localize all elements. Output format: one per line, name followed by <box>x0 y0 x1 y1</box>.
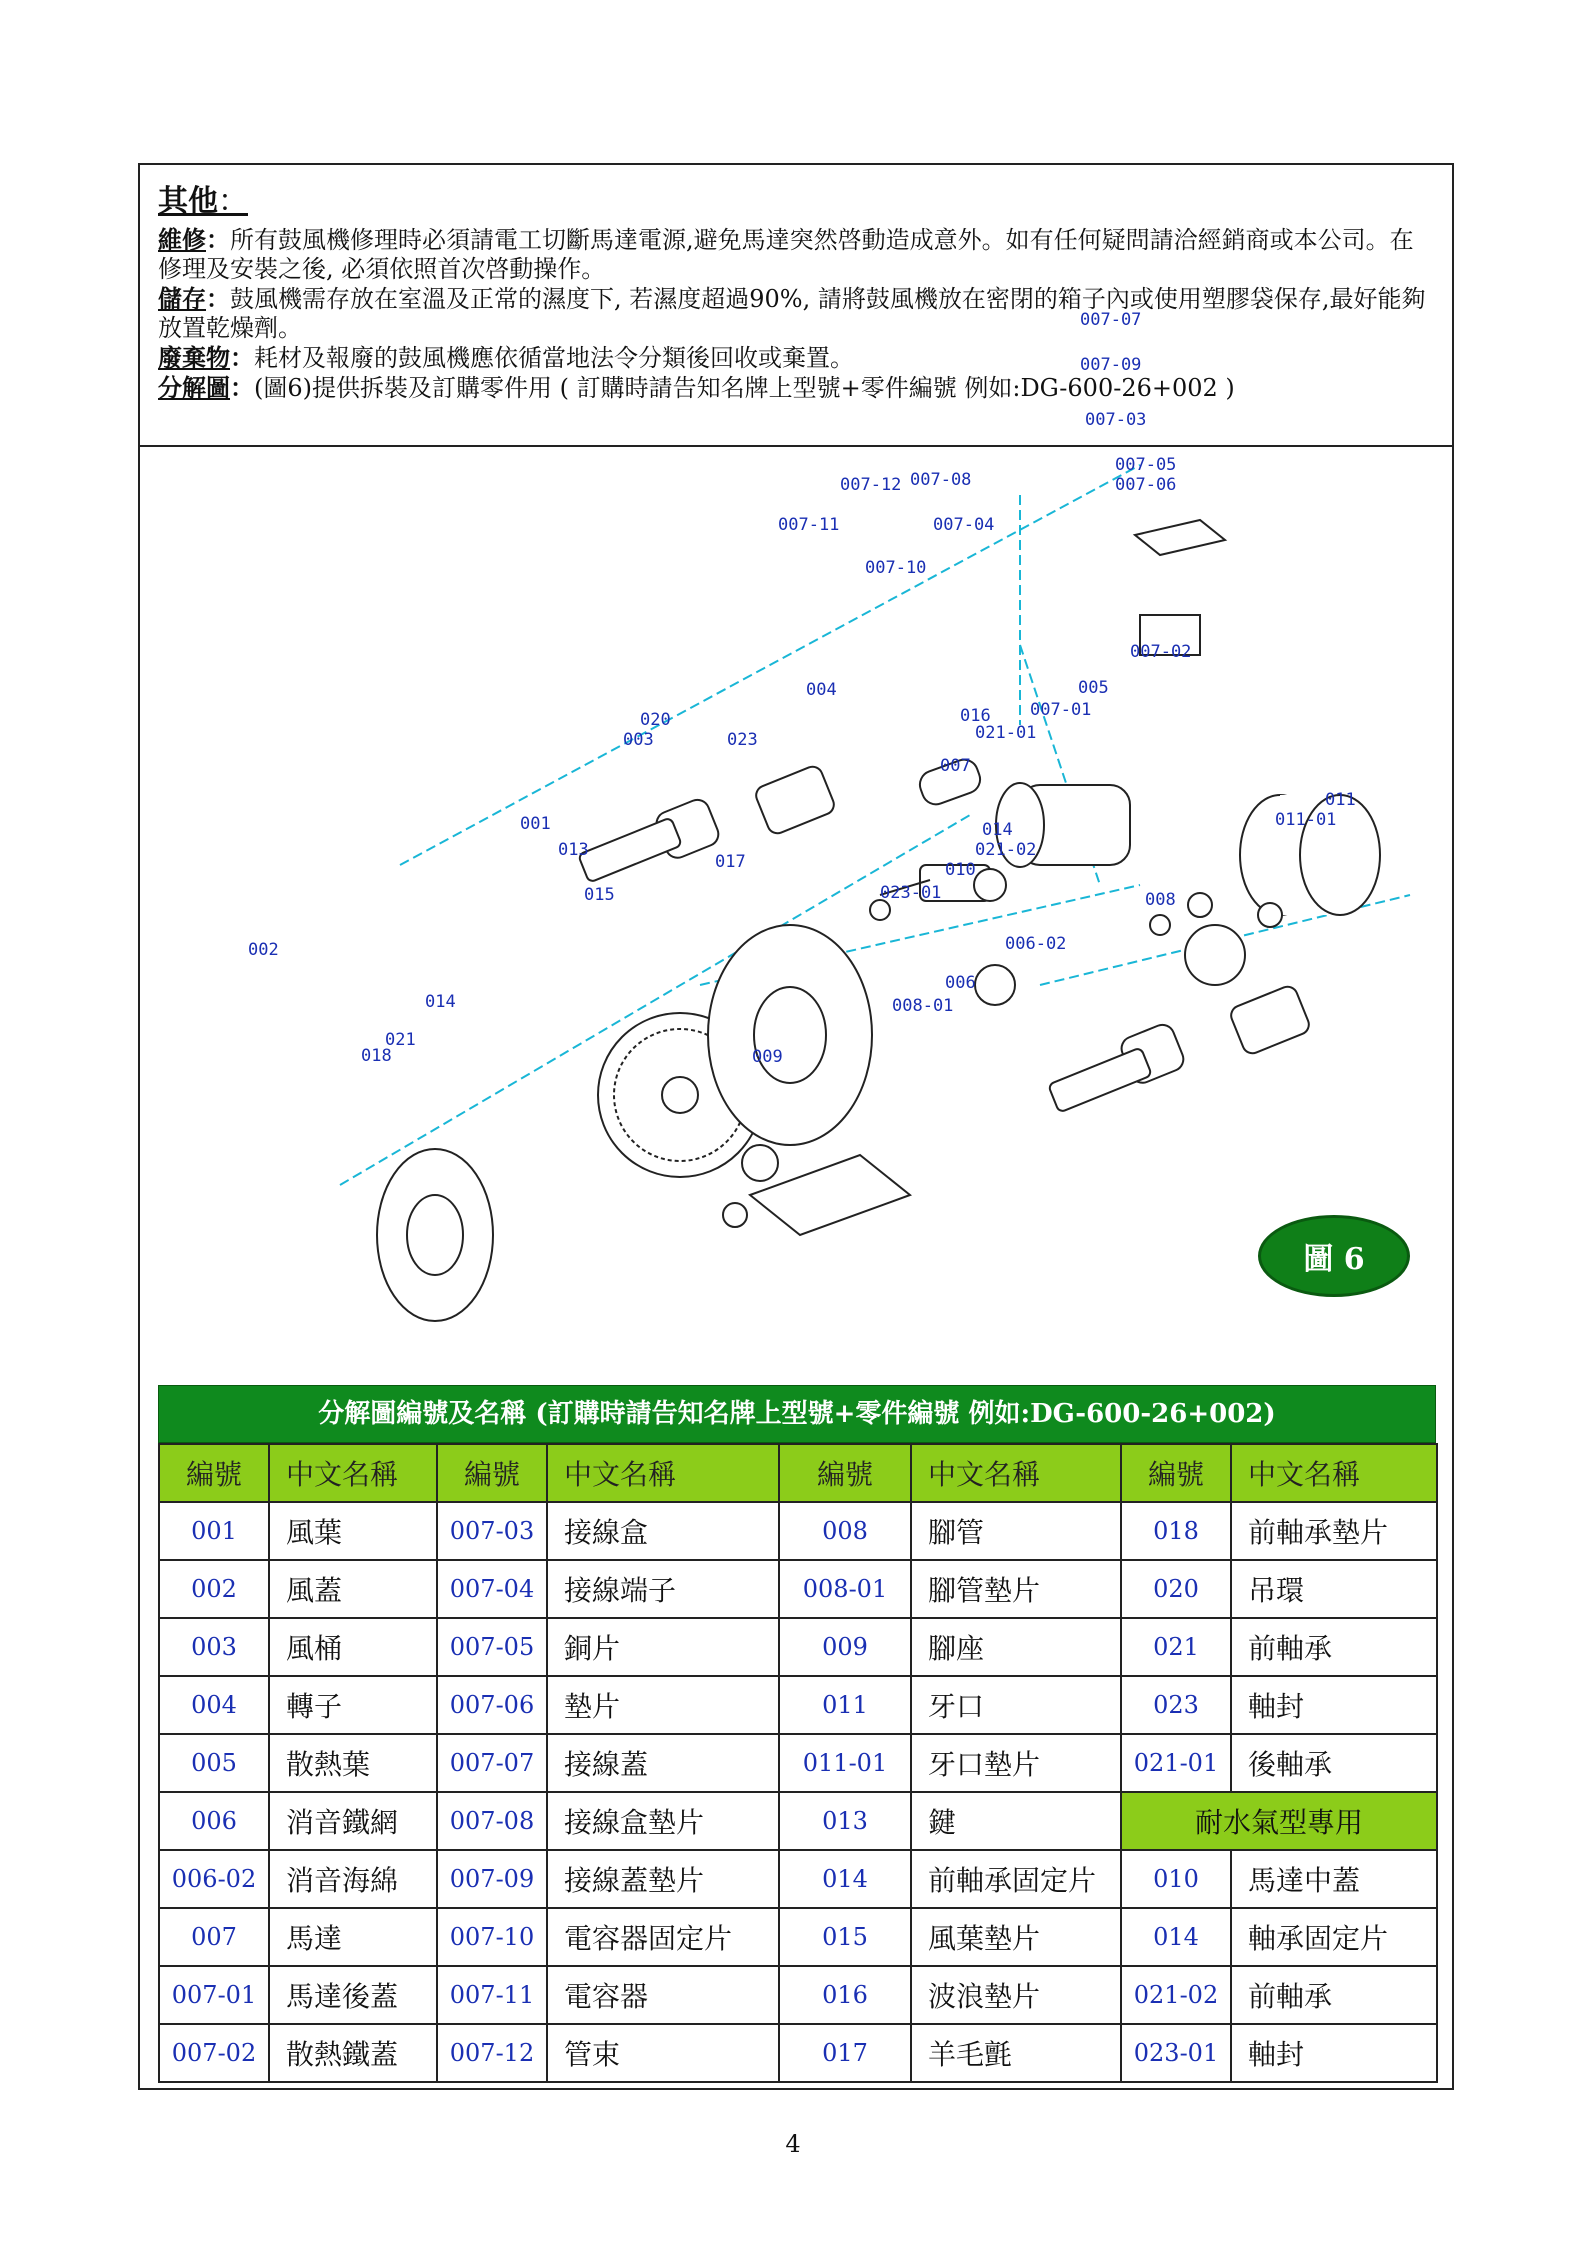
part-name: 管束 <box>547 2024 779 2082</box>
part-name: 前軸承 <box>1231 1966 1437 2024</box>
part-name: 軸封 <box>1231 1676 1437 1734</box>
part-label: 007-06 <box>1115 475 1177 495</box>
part-code: 002 <box>159 1560 269 1618</box>
header-name: 中文名稱 <box>269 1444 437 1502</box>
part-name: 吊環 <box>1231 1560 1437 1618</box>
part-label: 021 <box>385 1030 416 1050</box>
header-code: 編號 <box>159 1444 269 1502</box>
part-code: 016 <box>779 1966 911 2024</box>
part-name: 風蓋 <box>269 1560 437 1618</box>
note-storage: 儲存：鼓風機需存放在室溫及正常的濕度下, 若濕度超過90%, 請將鼓風機放在密閉的箱子內或使用塑膠袋保存,最好能夠放置乾燥劑。 <box>158 284 1426 342</box>
part-code: 014 <box>1121 1908 1231 1966</box>
part-label: 007-07 <box>1080 310 1142 330</box>
part-name: 風桶 <box>269 1618 437 1676</box>
part-code: 007-10 <box>437 1908 547 1966</box>
parts-list <box>158 1385 1436 2083</box>
washer <box>1188 893 1212 917</box>
part-name: 消音鐵網 <box>269 1792 437 1850</box>
part-code: 021-02 <box>1121 1966 1231 2024</box>
part-label: 014 <box>425 992 456 1012</box>
page-frame <box>138 163 1454 2090</box>
note-repair: 維修：所有鼓風機修理時必須請電工切斷馬達電源,避免馬達突然啓動造成意外。如有任何疑問請洽經銷商或本公司。在修理及安裝之後, 必須依照首次啓動操作。 <box>158 225 1414 283</box>
part-name: 接線盒 <box>547 1502 779 1560</box>
part-code: 011 <box>779 1676 911 1734</box>
table-row <box>159 1502 1437 1560</box>
header-code: 編號 <box>1121 1444 1231 1502</box>
part-code: 006 <box>159 1792 269 1850</box>
parts-table <box>158 1443 1438 2083</box>
part-code: 011-01 <box>779 1734 911 1792</box>
part-name: 腳管墊片 <box>911 1560 1121 1618</box>
header-code: 編號 <box>779 1444 911 1502</box>
part-label: 007-03 <box>1085 410 1147 430</box>
muffler-tube <box>753 764 837 837</box>
part-code: 007-11 <box>437 1966 547 2024</box>
washer <box>870 900 890 920</box>
header-name: 中文名稱 <box>911 1444 1121 1502</box>
part-name: 接線端子 <box>547 1560 779 1618</box>
part-code: 008-01 <box>779 1560 911 1618</box>
part-code: 017 <box>779 2024 911 2082</box>
note-exploded-view: 分解圖：(圖6)提供拆裝及訂購零件用 ( 訂購時請告知名牌上型號+零件編號 例如:DG-600-26+002 ) <box>158 373 1235 402</box>
part-label: 007-01 <box>1030 700 1092 720</box>
part-label: 009 <box>752 1047 783 1067</box>
part-name: 馬達後蓋 <box>269 1966 437 2024</box>
part-label: 011 <box>1325 790 1356 810</box>
part-label: 014 <box>982 820 1013 840</box>
washer <box>1150 915 1170 935</box>
part-label: 010 <box>945 860 976 880</box>
part-label: 007-12 <box>840 475 902 495</box>
part-name: 牙口墊片 <box>911 1734 1121 1792</box>
part-code: 023 <box>1121 1676 1231 1734</box>
part-code: 007-12 <box>437 2024 547 2082</box>
part-name: 馬達中蓋 <box>1231 1850 1437 1908</box>
part-label: 007-09 <box>1080 355 1142 375</box>
part-label: 017 <box>715 852 746 872</box>
table-row <box>159 2024 1437 2082</box>
part-code: 007 <box>159 1908 269 1966</box>
part-code: 015 <box>779 1908 911 1966</box>
part-name: 散熱鐵蓋 <box>269 2024 437 2082</box>
part-name: 電容器固定片 <box>547 1908 779 1966</box>
part-label: 023-01 <box>880 883 942 903</box>
part-name: 牙口 <box>911 1676 1121 1734</box>
part-name: 墊片 <box>547 1676 779 1734</box>
part-code: 007-02 <box>159 2024 269 2082</box>
part-name: 電容器 <box>547 1966 779 2024</box>
part-code: 021 <box>1121 1618 1231 1676</box>
part-name: 風葉 <box>269 1502 437 1560</box>
part-label: 003 <box>623 730 654 750</box>
part-code: 007-05 <box>437 1618 547 1676</box>
part-label: 016 <box>960 706 991 726</box>
part-name: 消音海綿 <box>269 1850 437 1908</box>
part-label: 007-08 <box>910 470 972 490</box>
part-name: 馬達 <box>269 1908 437 1966</box>
part-label: 015 <box>584 885 615 905</box>
part-code: 008 <box>779 1502 911 1560</box>
fan-housing <box>708 925 872 1145</box>
part-label: 006 <box>945 973 976 993</box>
muffler-mesh <box>578 817 682 882</box>
part-code: 021-01 <box>1121 1734 1231 1792</box>
part-code: 007-04 <box>437 1560 547 1618</box>
part-code: 007-06 <box>437 1676 547 1734</box>
figure-badge: 圖 6 <box>1258 1215 1410 1297</box>
part-name: 波浪墊片 <box>911 1966 1121 2024</box>
front-cover <box>377 1149 493 1321</box>
part-label: 018 <box>361 1046 392 1066</box>
washer <box>1258 903 1282 927</box>
parts-list-title: 分解圖編號及名稱 (訂購時請告知名牌上型號+零件編號 例如:DG-600-26+002) <box>158 1385 1436 1443</box>
part-code: 023-01 <box>1121 2024 1231 2082</box>
part-name: 轉子 <box>269 1676 437 1734</box>
part-code: 013 <box>779 1792 911 1850</box>
part-name: 前軸承墊片 <box>1231 1502 1437 1560</box>
part-label: 008 <box>1145 890 1176 910</box>
cooling-fan <box>1185 925 1245 985</box>
part-name: 銅片 <box>547 1618 779 1676</box>
part-name: 散熱葉 <box>269 1734 437 1792</box>
part-code: 006-02 <box>159 1850 269 1908</box>
muffler-mesh-right <box>1048 1047 1152 1112</box>
part-name: 腳座 <box>911 1618 1121 1676</box>
washer <box>742 1145 778 1181</box>
table-row <box>159 1966 1437 2024</box>
part-code: 010 <box>1121 1850 1231 1908</box>
part-label: 020 <box>640 710 671 730</box>
part-label: 013 <box>558 840 589 860</box>
part-name: 風葉墊片 <box>911 1908 1121 1966</box>
part-code: 001 <box>159 1502 269 1560</box>
table-row <box>159 1618 1437 1676</box>
table-header-row <box>159 1444 1437 1502</box>
part-code: 014 <box>779 1850 911 1908</box>
part-code: 007-07 <box>437 1734 547 1792</box>
part-name: 前軸承 <box>1231 1618 1437 1676</box>
part-name: 接線蓋墊片 <box>547 1850 779 1908</box>
header-code: 編號 <box>437 1444 547 1502</box>
part-label: 002 <box>248 940 279 960</box>
part-label: 023 <box>727 730 758 750</box>
part-label: 008-01 <box>892 996 954 1016</box>
washer <box>723 1203 747 1227</box>
part-code: 018 <box>1121 1502 1231 1560</box>
part-code: 007-09 <box>437 1850 547 1908</box>
part-code: 004 <box>159 1676 269 1734</box>
fan-hub <box>662 1077 698 1113</box>
part-label: 007-02 <box>1130 642 1192 662</box>
part-name: 軸封 <box>1231 2024 1437 2082</box>
washer <box>975 965 1015 1005</box>
part-label: 007-05 <box>1115 455 1177 475</box>
table-row <box>159 1792 1437 1850</box>
part-code: 005 <box>159 1734 269 1792</box>
part-label: 021-01 <box>975 723 1037 743</box>
part-name: 接線盒墊片 <box>547 1792 779 1850</box>
part-label: 007-11 <box>778 515 840 535</box>
part-label: 007-04 <box>933 515 995 535</box>
part-code: 009 <box>779 1618 911 1676</box>
part-code: 007-08 <box>437 1792 547 1850</box>
part-label: 007 <box>940 756 971 776</box>
water-resistant-header: 耐水氣型專用 <box>1121 1792 1437 1850</box>
page-number: 4 <box>785 2130 801 2158</box>
part-label: 004 <box>806 680 837 700</box>
section-title: 其他： <box>158 184 248 219</box>
part-name: 後軸承 <box>1231 1734 1437 1792</box>
part-name: 鍵 <box>911 1792 1121 1850</box>
part-code: 020 <box>1121 1560 1231 1618</box>
header-name: 中文名稱 <box>547 1444 779 1502</box>
part-name: 軸承固定片 <box>1231 1908 1437 1966</box>
part-label: 021-02 <box>975 840 1037 860</box>
part-code: 007-01 <box>159 1966 269 2024</box>
table-row <box>159 1560 1437 1618</box>
part-name: 腳管 <box>911 1502 1121 1560</box>
part-label: 011-01 <box>1275 810 1337 830</box>
table-row <box>159 1850 1437 1908</box>
muffler-tube-right <box>1228 984 1312 1057</box>
part-name: 前軸承固定片 <box>911 1850 1121 1908</box>
table-row <box>159 1734 1437 1792</box>
terminal-cover <box>1135 520 1225 555</box>
part-code: 003 <box>159 1618 269 1676</box>
part-label: 005 <box>1078 678 1109 698</box>
header-name: 中文名稱 <box>1231 1444 1437 1502</box>
part-label: 006-02 <box>1005 934 1067 954</box>
part-label: 001 <box>520 814 551 834</box>
part-name: 羊毛氈 <box>911 2024 1121 2082</box>
part-label: 007-10 <box>865 558 927 578</box>
part-code: 007-03 <box>437 1502 547 1560</box>
exploded-diagram <box>140 165 1456 1365</box>
table-row <box>159 1908 1437 1966</box>
washer <box>974 869 1006 901</box>
part-name: 接線蓋 <box>547 1734 779 1792</box>
note-waste: 廢棄物：耗材及報廢的鼓風機應依循當地法令分類後回收或棄置。 <box>158 343 854 372</box>
table-row <box>159 1676 1437 1734</box>
